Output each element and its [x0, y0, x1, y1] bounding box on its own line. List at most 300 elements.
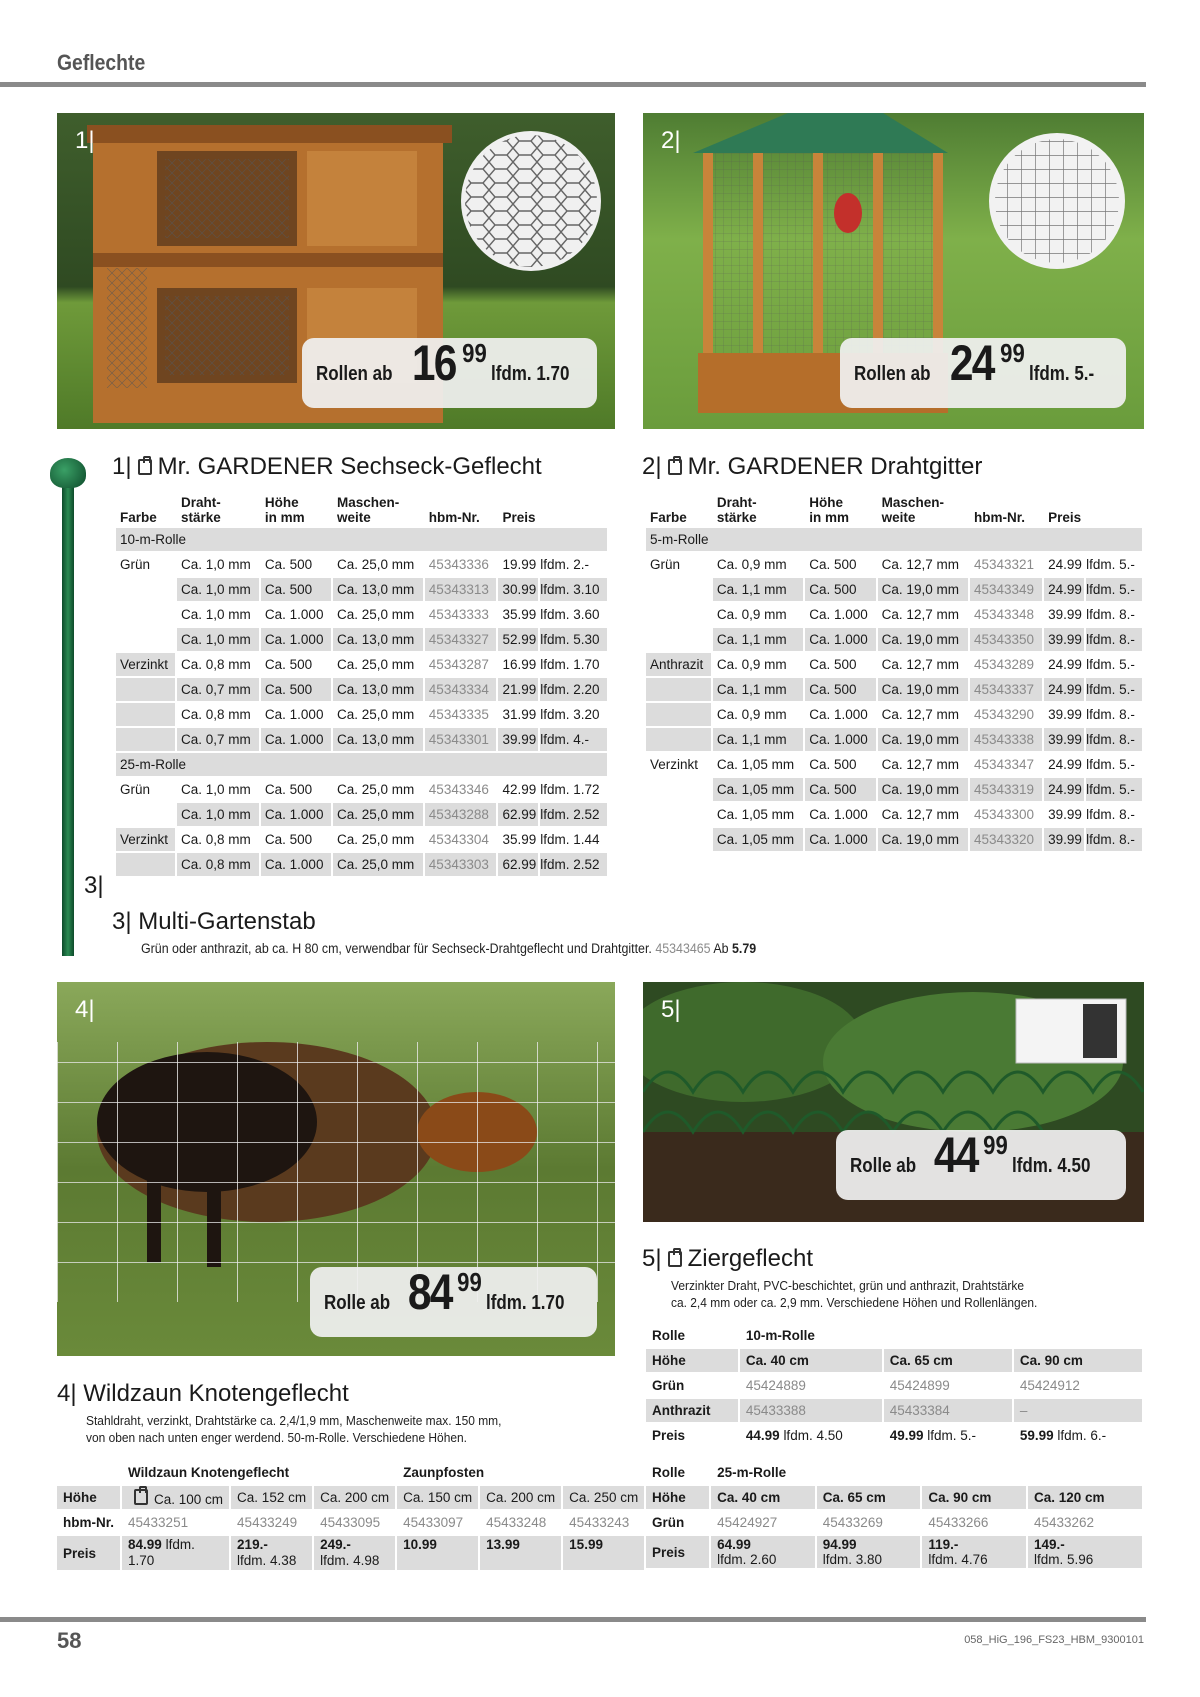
table-cell: Ca. 0,7 mm: [177, 728, 259, 751]
price: 10.99: [403, 1537, 437, 1552]
table-cell: [116, 803, 175, 826]
table-cell: [646, 678, 711, 701]
table-cell: Ca. 0,7 mm: [177, 678, 259, 701]
column-header: Maschen- weite: [336, 495, 400, 525]
product-number: 5|: [642, 1245, 662, 1272]
table-cell: [817, 1536, 921, 1568]
product5-title: [642, 1245, 813, 1273]
photo-aviary: [643, 113, 1144, 429]
product-number: 4|: [57, 1380, 77, 1407]
table-cell: Ca. 0,8 mm: [181, 657, 251, 672]
table-cell: Ca. 12,7 mm: [881, 607, 959, 622]
price-lfdm: lfdm. 4.50: [1012, 1155, 1091, 1177]
table-cell: 19.99: [502, 557, 537, 572]
product4-description: [86, 1412, 501, 1446]
table-cell: [711, 1536, 815, 1568]
table-row: [116, 853, 607, 876]
table-row: [646, 653, 1142, 676]
photo-number: 2|: [661, 127, 681, 154]
table-cell: Ca. 0,9 mm: [716, 657, 787, 672]
table-cell: [314, 1486, 395, 1509]
product5-table-25m: [644, 1459, 1144, 1570]
footer-code: 058_HiG_196_FS23_HBM_9300101: [964, 1634, 1144, 1646]
table-cell: Ca. 1,05 mm: [716, 807, 795, 822]
table-cell: Ca. 0,9 mm: [716, 557, 787, 572]
table-cell: Ca. 1.000: [809, 807, 868, 822]
description-line: ca. 2,4 mm oder ca. 2,9 mm. Verschiedene Höhen und Rollenlängen.: [671, 1295, 1038, 1310]
table-cell: 21.99: [498, 678, 538, 701]
table-cell: Verzinkt: [116, 828, 175, 851]
description-line: Stahldraht, verzinkt, Drahtstärke ca. 2,4/1,9 mm, Maschenweite max. 150 mm,: [86, 1413, 502, 1428]
table-cell: 30.99: [498, 578, 538, 601]
table-cell: 45343335: [428, 707, 489, 722]
table-cell: 45343300: [973, 807, 1035, 822]
section-row: [646, 528, 1142, 551]
table-row: [116, 728, 607, 751]
table-cell: Ca. 1,05 mm: [713, 778, 803, 801]
product-number: 2|: [642, 453, 662, 480]
product3-title: [112, 908, 316, 936]
price: 64.99: [717, 1537, 751, 1552]
table-cell: Ca. 1.000: [809, 707, 868, 722]
row-label: Grün: [652, 1515, 685, 1530]
price-lfdm: lfdm. 4.38: [237, 1553, 297, 1568]
price-int: 24: [949, 335, 994, 391]
table-cell: lfdm. 2.-: [540, 557, 590, 572]
table-cell: Ca. 12,7 mm: [881, 657, 959, 672]
table-row: [646, 1511, 1142, 1534]
roll-length: 25-m-Rolle: [717, 1465, 787, 1480]
table-row: [116, 653, 607, 676]
table-row: [646, 553, 1142, 576]
price-prefix: Ab: [713, 941, 729, 956]
height-value: Ca. 200 cm: [486, 1490, 556, 1505]
row-label: Anthrazit: [646, 1399, 738, 1422]
product-title: Ziergeflecht: [687, 1245, 813, 1272]
pole-number: 3|: [84, 872, 104, 899]
table-row: [646, 1424, 1142, 1447]
garden-pole-image: [62, 460, 74, 956]
table-cell: [646, 603, 711, 626]
table-cell: Ca. 12,7 mm: [881, 807, 959, 822]
hbm-number: 45433249: [237, 1515, 298, 1530]
price: 59.99: [1019, 1428, 1054, 1443]
price: 249.-: [320, 1537, 351, 1552]
table-cell: Verzinkt: [116, 653, 175, 676]
column-header: Farbe: [120, 510, 157, 525]
table-cell: [116, 728, 175, 751]
table-cell: [57, 1461, 120, 1484]
price-lfdm: lfdm. 5.-: [927, 1428, 977, 1443]
table-cell: 45343320: [970, 828, 1042, 851]
header-rule: [0, 82, 1146, 87]
table-cell: Ca. 12,7 mm: [881, 557, 959, 572]
table-cell: Ca. 1,0 mm: [181, 782, 251, 797]
table-cell: Anthrazit: [646, 653, 711, 676]
table-cell: 45343338: [970, 728, 1042, 751]
footer-rule: [0, 1617, 1146, 1622]
table-cell: [563, 1536, 644, 1570]
table-cell: [740, 1424, 882, 1447]
row-label: Höhe: [57, 1486, 120, 1509]
table-cell: 39.99: [1044, 828, 1084, 851]
table-cell: 39.99: [498, 728, 538, 751]
price-lfdm: lfdm. 4.76: [928, 1552, 988, 1567]
table-cell: Ca. 19,0 mm: [878, 728, 968, 751]
table-cell: lfdm. 1.44: [540, 832, 600, 847]
product5-table-10m: [644, 1322, 1144, 1449]
hbm-number: 45343465: [655, 941, 711, 956]
table-cell: Ca. 19,0 mm: [878, 778, 968, 801]
table-row: [57, 1511, 644, 1534]
price-lfdm: lfdm. 4.98: [320, 1553, 380, 1568]
table-cell: Ca. 1,0 mm: [181, 557, 251, 572]
table-cell: lfdm. 8.-: [1086, 807, 1135, 822]
price-lfdm: lfdm. 3.80: [822, 1552, 883, 1567]
table-cell: Grün: [120, 782, 151, 797]
table-row: [646, 728, 1142, 751]
table-cell: lfdm. 8.-: [1086, 707, 1135, 722]
price-lfdm: lfdm. 2.60: [717, 1552, 777, 1567]
table-cell: [231, 1486, 312, 1509]
table-cell: 45424927: [717, 1515, 778, 1530]
table-cell: lfdm. 3.10: [540, 578, 607, 601]
table-cell: Ca. 1.000: [261, 728, 331, 751]
table-cell: 45343350: [970, 628, 1042, 651]
table-cell: Ca. 1,05 mm: [716, 757, 795, 772]
table-cell: Ca. 0,8 mm: [181, 707, 251, 722]
table-row: [57, 1536, 644, 1570]
table-row: [646, 828, 1142, 851]
table-row: [646, 803, 1142, 826]
column-header: Farbe: [650, 510, 687, 525]
table-row: [646, 678, 1142, 701]
description-line: Verzinkter Draht, PVC-beschichtet, grün und anthrazit, Drahtstärke: [671, 1278, 1024, 1293]
photo-wild-fence: [57, 982, 615, 1356]
table-cell: Ca. 1.000: [261, 628, 331, 651]
table-cell: lfdm. 8.-: [1086, 728, 1142, 751]
section-label: 25-m-Rolle: [116, 753, 607, 776]
table-cell: lfdm. 1.72: [540, 782, 600, 797]
table-cell: Ca. 1.000: [261, 803, 331, 826]
row-label: Rolle: [652, 1328, 686, 1343]
table-row: [646, 1536, 1142, 1568]
table-cell: Ca. 1,1 mm: [713, 728, 803, 751]
table-cell: Ca. 0,9 mm: [716, 707, 787, 722]
price-lfdm: 1.70: [128, 1553, 155, 1568]
table-cell: Ca. 19,0 mm: [878, 628, 968, 651]
height-value: Ca. 200 cm: [320, 1490, 390, 1505]
price-dec: 99: [983, 1130, 1009, 1160]
table-cell: 45433262: [1033, 1515, 1095, 1530]
table-cell: 45343290: [973, 707, 1035, 722]
product-number: 3|: [112, 908, 132, 935]
height-value: Ca. 152 cm: [237, 1490, 307, 1505]
table-row: [646, 1399, 1142, 1422]
table-row: [116, 603, 607, 626]
description-line: von oben nach unten enger werdend. 50-m-Rolle. Verschiedene Höhen.: [86, 1430, 467, 1445]
table-cell: Ca. 1,0 mm: [177, 803, 259, 826]
table-cell: Ca. 12,7 mm: [881, 707, 959, 722]
table-cell: [1014, 1424, 1142, 1447]
photo-number: 5|: [661, 996, 681, 1023]
table-cell: lfdm. 8.-: [1086, 607, 1135, 622]
hbm-number: 45433251: [128, 1515, 189, 1530]
table-cell: 39.99: [1048, 807, 1082, 822]
table-row: [646, 1374, 1142, 1397]
column-header: hbm-Nr.: [428, 510, 480, 525]
table-cell: lfdm. 5.-: [1086, 578, 1142, 601]
table-cell: lfdm. 4.-: [540, 728, 607, 751]
price: 119.-: [928, 1537, 959, 1552]
price-int: 44: [933, 1127, 978, 1183]
table-row: [116, 678, 607, 701]
table-cell: Ca. 500: [809, 657, 857, 672]
table-row: [116, 803, 607, 826]
table-cell: [397, 1486, 478, 1509]
photo-number: 1|: [75, 127, 95, 154]
table-cell: Ca. 0,9 mm: [716, 607, 787, 622]
table-cell: Ca. 500: [809, 557, 857, 572]
price-lfdm: lfdm. 1.70: [486, 1292, 565, 1314]
height-value: Ca. 100 cm: [154, 1491, 224, 1507]
table-cell: Ca. 500: [264, 832, 313, 847]
table-row: [646, 603, 1142, 626]
table-cell: 45343313: [425, 578, 497, 601]
row-label: Rolle: [652, 1465, 686, 1480]
table-cell: 16.99: [502, 657, 537, 672]
table-cell: 45343303: [425, 853, 497, 876]
price: 49.99: [889, 1428, 924, 1443]
height-value: Ca. 150 cm: [403, 1490, 473, 1505]
table-cell: Ca. 1,1 mm: [713, 628, 803, 651]
table-cell: 45343287: [428, 657, 489, 672]
photo-number: 4|: [75, 996, 95, 1023]
price-badge: [302, 335, 597, 408]
garden-pole-cap: [50, 458, 86, 488]
table-row: [646, 753, 1142, 776]
table-row: [116, 828, 607, 851]
price-label: Rolle ab: [850, 1155, 917, 1177]
price: 84.99: [128, 1537, 162, 1552]
column-header: hbm-Nr.: [973, 510, 1025, 525]
column-header: Maschen- weite: [881, 495, 944, 525]
table-cell: 35.99: [502, 832, 537, 847]
table-cell: Ca. 19,0 mm: [878, 578, 968, 601]
table-cell: –: [1014, 1399, 1142, 1422]
table-cell: Ca. 90 cm: [922, 1486, 1026, 1509]
table-cell: lfdm. 8.-: [1086, 628, 1142, 651]
table-cell: Ca. 1.000: [805, 728, 875, 751]
table-cell: Grün: [650, 557, 681, 572]
product4-table: [55, 1459, 646, 1572]
table-cell: Ca. 500: [805, 678, 875, 701]
table-cell: lfdm. 5.-: [1086, 778, 1142, 801]
product5-description: [671, 1277, 1037, 1311]
section-label: 10-m-Rolle: [116, 528, 607, 551]
table-cell: [116, 678, 175, 701]
table-cell: 45343333: [428, 607, 489, 622]
table-cell: lfdm. 5.-: [1086, 757, 1135, 772]
table-cell: Ca. 40 cm: [740, 1349, 882, 1372]
product3-description: [141, 940, 756, 957]
table-cell: 45433269: [822, 1515, 883, 1530]
section-row: [116, 753, 607, 776]
price-lfdm: lfdm. 6.-: [1057, 1428, 1107, 1443]
group-header: Zaunpfosten: [403, 1465, 485, 1480]
row-label: hbm-Nr.: [63, 1515, 115, 1530]
table-cell: 45433388: [740, 1399, 882, 1422]
table-cell: 52.99: [498, 628, 538, 651]
table-cell: Ca. 1,0 mm: [177, 628, 259, 651]
table-cell: 45343348: [973, 607, 1035, 622]
row-label: Höhe: [646, 1349, 738, 1372]
product-title: Mr. GARDENER Sechseck-Geflecht: [157, 453, 542, 480]
table-cell: Ca. 120 cm: [1028, 1486, 1142, 1509]
table-row: [646, 578, 1142, 601]
table-cell: Ca. 1,1 mm: [713, 678, 803, 701]
page-number: 58: [57, 1628, 82, 1653]
table-row: [646, 628, 1142, 651]
hbm-number: 45433248: [486, 1515, 547, 1530]
table-cell: Ca. 13,0 mm: [333, 728, 423, 751]
table-cell: [122, 1486, 229, 1509]
table-cell: 45343347: [973, 757, 1035, 772]
table-cell: Ca. 1,05 mm: [713, 828, 803, 851]
table-cell: Ca. 12,7 mm: [881, 757, 959, 772]
price: 219.-: [237, 1537, 268, 1552]
table-cell: Ca. 1.000: [261, 853, 331, 876]
table-cell: 45343289: [973, 657, 1035, 672]
table-cell: 24.99: [1044, 778, 1084, 801]
table-cell: lfdm. 2.20: [540, 678, 607, 701]
table-cell: 24.99: [1044, 678, 1084, 701]
product-title: Multi-Gartenstab: [138, 908, 316, 935]
price: 5.79: [732, 941, 757, 956]
table-cell: [563, 1486, 644, 1509]
price-lfdm: lfdm. 5.96: [1033, 1552, 1094, 1567]
product1-title: [112, 453, 542, 481]
table-cell: Ca. 1.000: [805, 628, 875, 651]
table-cell: 45343334: [425, 678, 497, 701]
product2-title: [642, 453, 982, 481]
table-cell: [116, 628, 175, 651]
roll-length: 10-m-Rolle: [745, 1328, 815, 1343]
table-cell: [116, 703, 175, 726]
price-label: Rollen ab: [316, 363, 393, 385]
table-cell: Ca. 0,8 mm: [181, 832, 251, 847]
table-cell: lfdm. 2.52: [540, 803, 607, 826]
table-cell: [646, 628, 711, 651]
table-cell: Ca. 19,0 mm: [878, 828, 968, 851]
table-cell: [922, 1536, 1026, 1568]
table-cell: Ca. 25,0 mm: [333, 803, 423, 826]
table-cell: 35.99: [502, 607, 537, 622]
table-cell: 62.99: [498, 803, 538, 826]
hbm-number: 45433243: [569, 1515, 630, 1530]
table-row: [646, 1349, 1142, 1372]
group-header: Wildzaun Knotengeflecht: [128, 1465, 290, 1480]
table-row: [116, 703, 607, 726]
shopping-bag-icon: [138, 459, 152, 475]
table-cell: 24.99: [1048, 757, 1082, 772]
table-cell: 24.99: [1048, 557, 1082, 572]
price-int: 16: [411, 335, 456, 391]
table-cell: [646, 803, 711, 826]
row-label: Höhe: [646, 1486, 709, 1509]
table-cell: Ca. 500: [805, 578, 875, 601]
table-cell: Ca. 13,0 mm: [333, 578, 423, 601]
table-cell: Ca. 90 cm: [1014, 1349, 1142, 1372]
table-cell: 45343319: [970, 778, 1042, 801]
price: 149.-: [1033, 1537, 1065, 1552]
table-cell: [884, 1424, 1012, 1447]
table-cell: Ca. 65 cm: [884, 1349, 1012, 1372]
price-dec: 99: [999, 338, 1025, 368]
table-cell: 45343349: [970, 578, 1042, 601]
price-dec: 99: [457, 1267, 483, 1297]
table-cell: Ca. 19,0 mm: [878, 678, 968, 701]
table-cell: [480, 1486, 561, 1509]
price-dec: 99: [461, 338, 487, 368]
table-cell: Ca. 0,8 mm: [177, 853, 259, 876]
table-cell: Ca. 1,0 mm: [181, 607, 251, 622]
table-cell: lfdm. 5.-: [1086, 678, 1142, 701]
table-cell: Ca. 1,1 mm: [713, 578, 803, 601]
price: 94.99: [822, 1537, 857, 1552]
column-header: Draht- stärke: [181, 495, 221, 525]
table-cell: Ca. 25,0 mm: [336, 782, 415, 797]
description-text: Grün oder anthrazit, ab ca. H 80 cm, verwendbar für Sechseck-Drahtgeflecht und Drahtgitter.: [141, 941, 652, 956]
table-cell: 45433384: [884, 1399, 1012, 1422]
row-label: Grün: [652, 1378, 685, 1393]
photo-decorative-fence: [643, 982, 1144, 1222]
price-badge: [836, 1127, 1126, 1200]
table-cell: [646, 578, 711, 601]
table-cell: lfdm. 5.-: [1086, 557, 1135, 572]
price-badge: [310, 1264, 597, 1337]
price-label: Rolle ab: [324, 1292, 391, 1314]
table-cell: Ca. 13,0 mm: [333, 628, 423, 651]
table-row: [646, 703, 1142, 726]
table-cell: [646, 828, 711, 851]
table-cell: Ca. 65 cm: [817, 1486, 921, 1509]
table-cell: 45343337: [970, 678, 1042, 701]
table-cell: Ca. 25,0 mm: [336, 832, 415, 847]
photo-rabbit-hutch: [57, 113, 615, 429]
table-row: [646, 1486, 1142, 1509]
product1-spec-table: [114, 492, 609, 878]
table-cell: lfdm. 1.70: [540, 657, 600, 672]
table-cell: 39.99: [1044, 628, 1084, 651]
table-row: [116, 578, 607, 601]
table-cell: 45343301: [425, 728, 497, 751]
table-cell: 45424899: [889, 1378, 950, 1393]
table-header-row: [116, 494, 607, 526]
table-cell: 45343327: [425, 628, 497, 651]
table-cell: 45433266: [928, 1515, 989, 1530]
table-cell: 45343288: [425, 803, 497, 826]
table-cell: 45424912: [1019, 1378, 1080, 1393]
table-cell: [314, 1536, 395, 1570]
table-cell: Ca. 500: [264, 557, 313, 572]
price-label: Rollen ab: [854, 363, 931, 385]
table-cell: Ca. 13,0 mm: [333, 678, 423, 701]
table-cell: [480, 1536, 561, 1570]
table-cell: 39.99: [1048, 607, 1082, 622]
table-row: [57, 1486, 644, 1509]
price-lfdm: lfdm. 5.-: [1028, 363, 1094, 385]
